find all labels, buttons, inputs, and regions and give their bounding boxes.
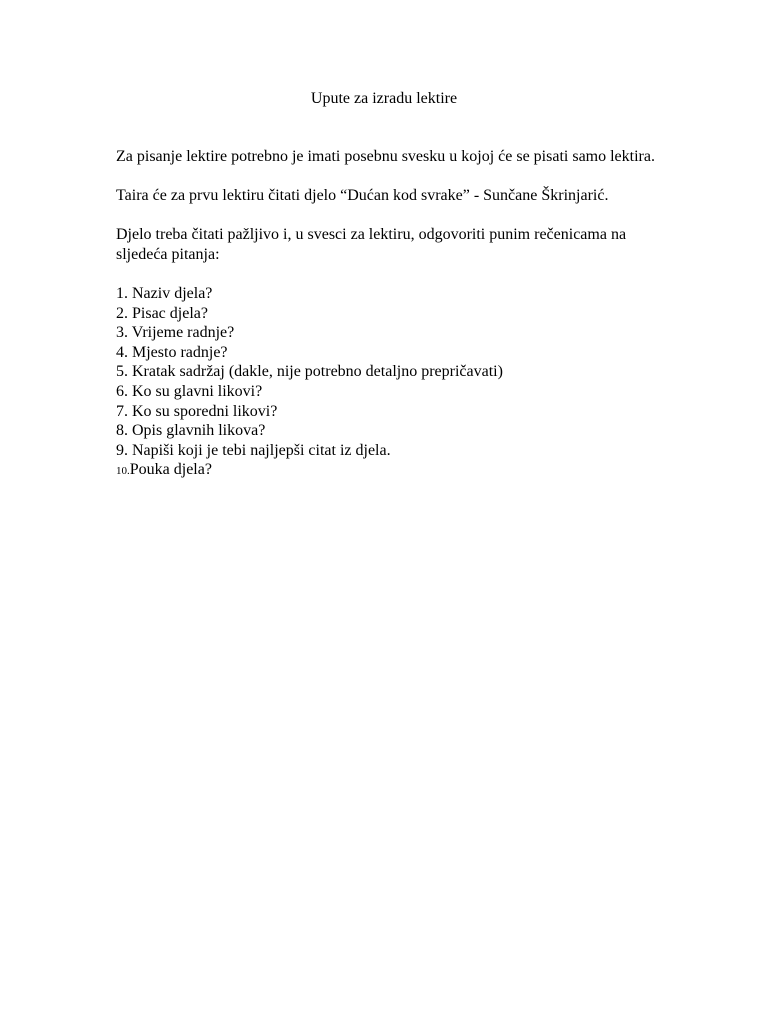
paragraph-book-assignment: Taira će za prvu lektiru čitati djelo “Dućan kod svrake” - Sunčane Škrinjarić. xyxy=(116,187,609,204)
list-item-number: 6. xyxy=(116,382,128,400)
list-item xyxy=(116,441,656,461)
question-list xyxy=(116,284,656,480)
list-item-number: 10. xyxy=(116,465,130,478)
list-item-text: Ko su glavni likovi? xyxy=(132,382,263,400)
list-item-number: 4. xyxy=(116,343,128,361)
list-item-text: Napiši koji je tebi najljepši citat iz djela. xyxy=(132,441,391,459)
list-item xyxy=(116,343,656,363)
page-title: Upute za izradu lektire xyxy=(310,90,458,107)
list-item xyxy=(116,382,656,402)
list-item-text: Naziv djela? xyxy=(132,285,213,302)
paragraph-instructions: Djelo treba čitati pažljivo i, u svesci za lektiru, odgovoriti punim rečenicama na sljedeća pitanja: xyxy=(116,226,627,263)
list-item-number: 3. xyxy=(116,324,128,342)
list-item xyxy=(116,402,656,422)
list-item-text: Ko su sporedni likovi? xyxy=(132,402,278,420)
list-item xyxy=(116,304,656,324)
list-item-text: Mjesto radnje? xyxy=(132,343,228,361)
list-item xyxy=(116,421,656,441)
list-item-text: Kratak sadržaj (dakle, nije potrebno detaljno prepričavati) xyxy=(132,363,503,381)
list-item-number: 5. xyxy=(116,363,128,381)
list-item-text: Opis glavnih likova? xyxy=(132,422,266,440)
list-item-number: 1. xyxy=(116,285,128,302)
list-item xyxy=(116,284,656,304)
list-item xyxy=(116,460,656,480)
document-body xyxy=(116,147,656,480)
list-item xyxy=(116,362,656,382)
list-item-text: Pouka djela? xyxy=(129,461,212,479)
list-item-number: 2. xyxy=(116,304,128,322)
paragraph-notebook: Za pisanje lektire potrebno je imati posebnu svesku u kojoj će se pisati samo lektira. xyxy=(116,148,655,165)
list-item xyxy=(116,323,656,343)
list-item-text: Pisac djela? xyxy=(132,304,208,322)
list-item-text: Vrijeme radnje? xyxy=(131,324,235,342)
list-item-number: 8. xyxy=(116,422,128,440)
list-item-number: 7. xyxy=(116,402,128,420)
list-item-number: 9. xyxy=(116,441,128,459)
